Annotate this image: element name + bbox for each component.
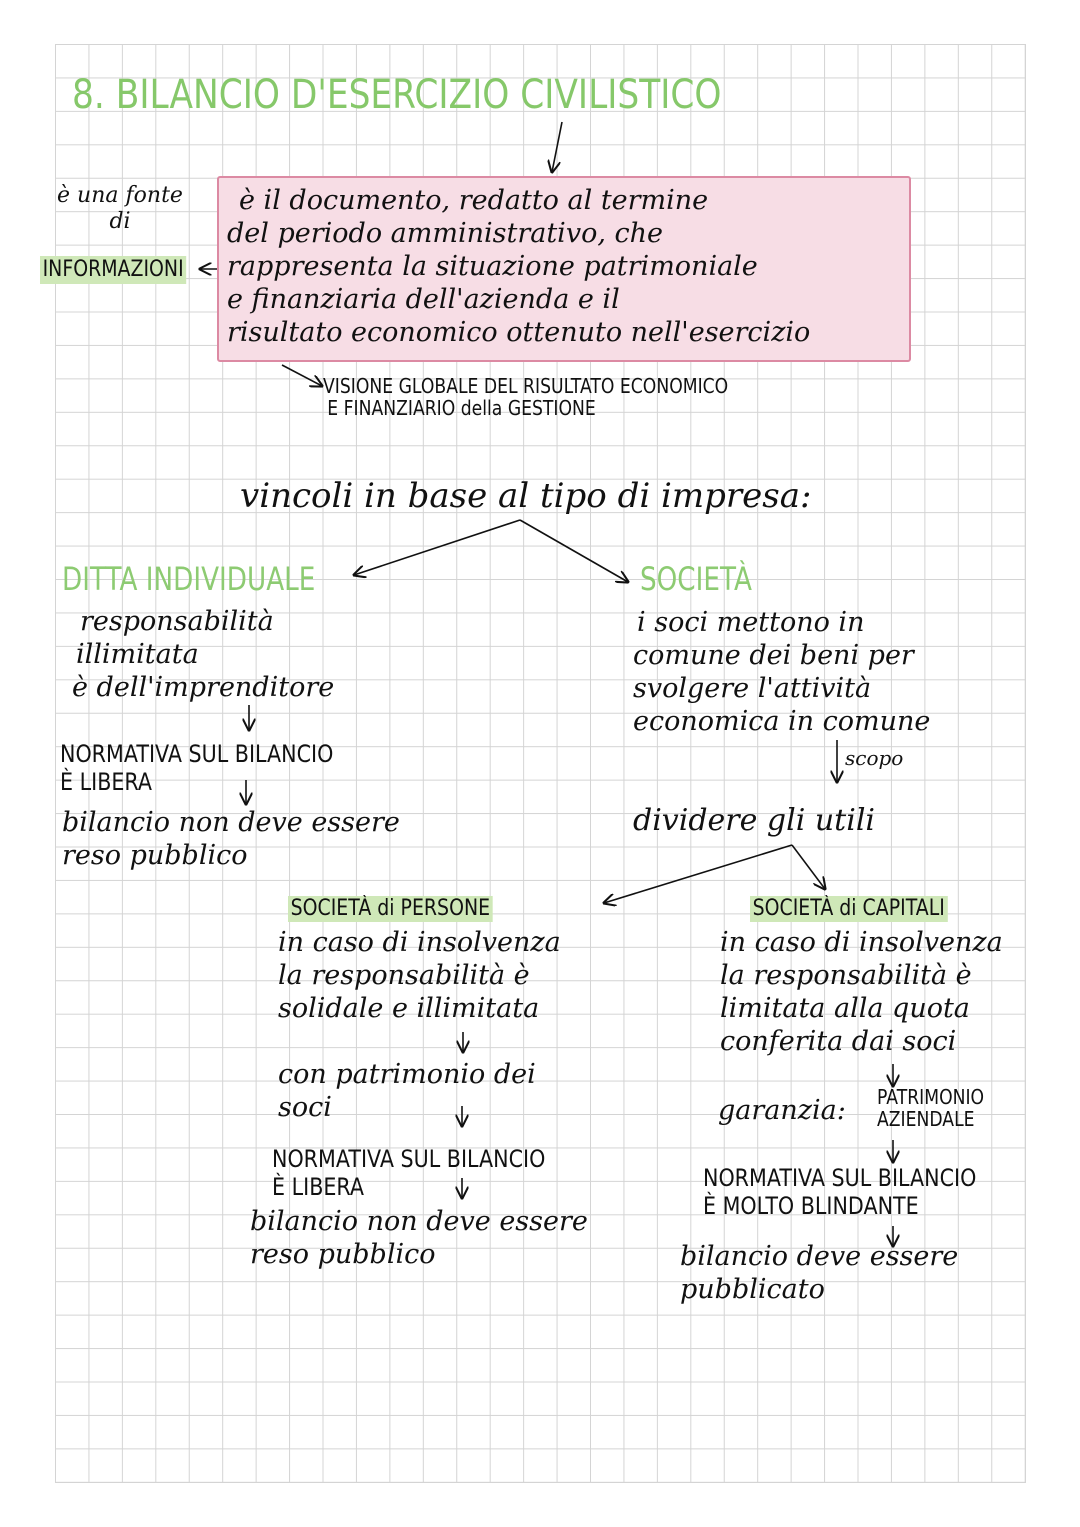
- definition-box: [217, 176, 911, 362]
- text-line: limitata alla quota: [720, 993, 970, 1024]
- text-line: solidale e illimitata: [278, 993, 540, 1024]
- scopo-label: scopo: [845, 746, 904, 770]
- source-note-line2: di: [109, 209, 131, 234]
- text-line: i soci mettono in: [637, 607, 865, 638]
- text-line: bilancio non deve essere: [250, 1206, 588, 1237]
- text-line: la responsabilità è: [278, 960, 530, 991]
- definition-line: rappresenta la situazione patrimoniale: [227, 251, 758, 282]
- vision-line2: E FINANZIARIO della GESTIONE: [327, 396, 596, 420]
- text-line: NORMATIVA SUL BILANCIO: [272, 1145, 546, 1173]
- societa-text: [633, 606, 930, 738]
- text-line: economica in comune: [633, 706, 931, 737]
- societa-capitali-heading: SOCIETÀ di CAPITALI: [750, 896, 947, 922]
- text-line: AZIENDALE: [877, 1107, 975, 1131]
- societa-capitali-text: [720, 926, 1003, 1058]
- garanzia-label: garanzia:: [718, 1095, 846, 1126]
- text-line: bilancio deve essere: [680, 1241, 959, 1272]
- text-line: bilancio non deve essere: [62, 807, 400, 838]
- text-line: reso pubblico: [62, 840, 248, 871]
- ditta-individuale-heading: DITTA INDIVIDUALE: [62, 560, 316, 598]
- text-line: pubblicato: [680, 1274, 825, 1305]
- informazioni-highlight: INFORMAZIONI: [40, 256, 186, 284]
- text-line: in caso di insolvenza: [720, 927, 1003, 958]
- text-line: illimitata: [76, 639, 199, 670]
- source-note: [40, 183, 200, 235]
- constraints-heading: vincoli in base al tipo di impresa:: [240, 476, 812, 516]
- ditta-individuale-text: [72, 605, 334, 704]
- definition-line: del periodo amministrativo, che: [227, 218, 663, 249]
- definition-line: e finanziaria dell'azienda e il: [227, 284, 620, 315]
- definition-text: [227, 184, 810, 349]
- text-line: soci: [278, 1092, 332, 1123]
- societa-capitali-result: [680, 1240, 958, 1306]
- societa-heading: SOCIETÀ: [640, 560, 752, 598]
- definition-line: risultato economico ottenuto nell'esercizio: [227, 317, 811, 348]
- text-line: NORMATIVA SUL BILANCIO: [60, 740, 334, 768]
- text-line: PATRIMONIO: [877, 1085, 985, 1109]
- garanzia-value: [877, 1086, 984, 1130]
- text-line: comune dei beni per: [633, 640, 914, 671]
- source-note-line1: è una fonte: [57, 183, 183, 208]
- vision-note: [323, 375, 728, 419]
- societa-persone-patrimonio: [278, 1058, 536, 1124]
- text-line: responsabilità: [80, 606, 274, 637]
- societa-persone-normativa: [272, 1145, 545, 1201]
- text-line: NORMATIVA SUL BILANCIO: [703, 1164, 977, 1192]
- text-line: la responsabilità è: [720, 960, 972, 991]
- societa-persone-text: [278, 926, 561, 1025]
- text-line: È LIBERA: [272, 1173, 365, 1201]
- text-line: in caso di insolvenza: [278, 927, 561, 958]
- societa-capitali-normativa: [703, 1164, 976, 1220]
- text-line: È MOLTO BLINDANTE: [703, 1192, 919, 1220]
- page-title: 8. BILANCIO D'ESERCIZIO CIVILISTICO: [72, 72, 722, 118]
- text-line: conferita dai soci: [720, 1026, 957, 1057]
- text-line: svolgere l'attività: [633, 673, 872, 704]
- text-line: è dell'imprenditore: [72, 672, 335, 703]
- text-line: reso pubblico: [250, 1239, 436, 1270]
- societa-purpose: dividere gli utili: [633, 803, 876, 838]
- vision-line1: VISIONE GLOBALE DEL RISULTATO ECONOMICO: [323, 374, 729, 398]
- ditta-normativa: [60, 740, 333, 796]
- societa-persone-heading: SOCIETÀ di PERSONE: [288, 896, 493, 922]
- text-line: con patrimonio dei: [278, 1059, 536, 1090]
- societa-persone-result: [250, 1205, 588, 1271]
- definition-line: è il documento, redatto al termine: [239, 185, 709, 216]
- text-line: È LIBERA: [60, 768, 153, 796]
- ditta-result: [62, 806, 400, 872]
